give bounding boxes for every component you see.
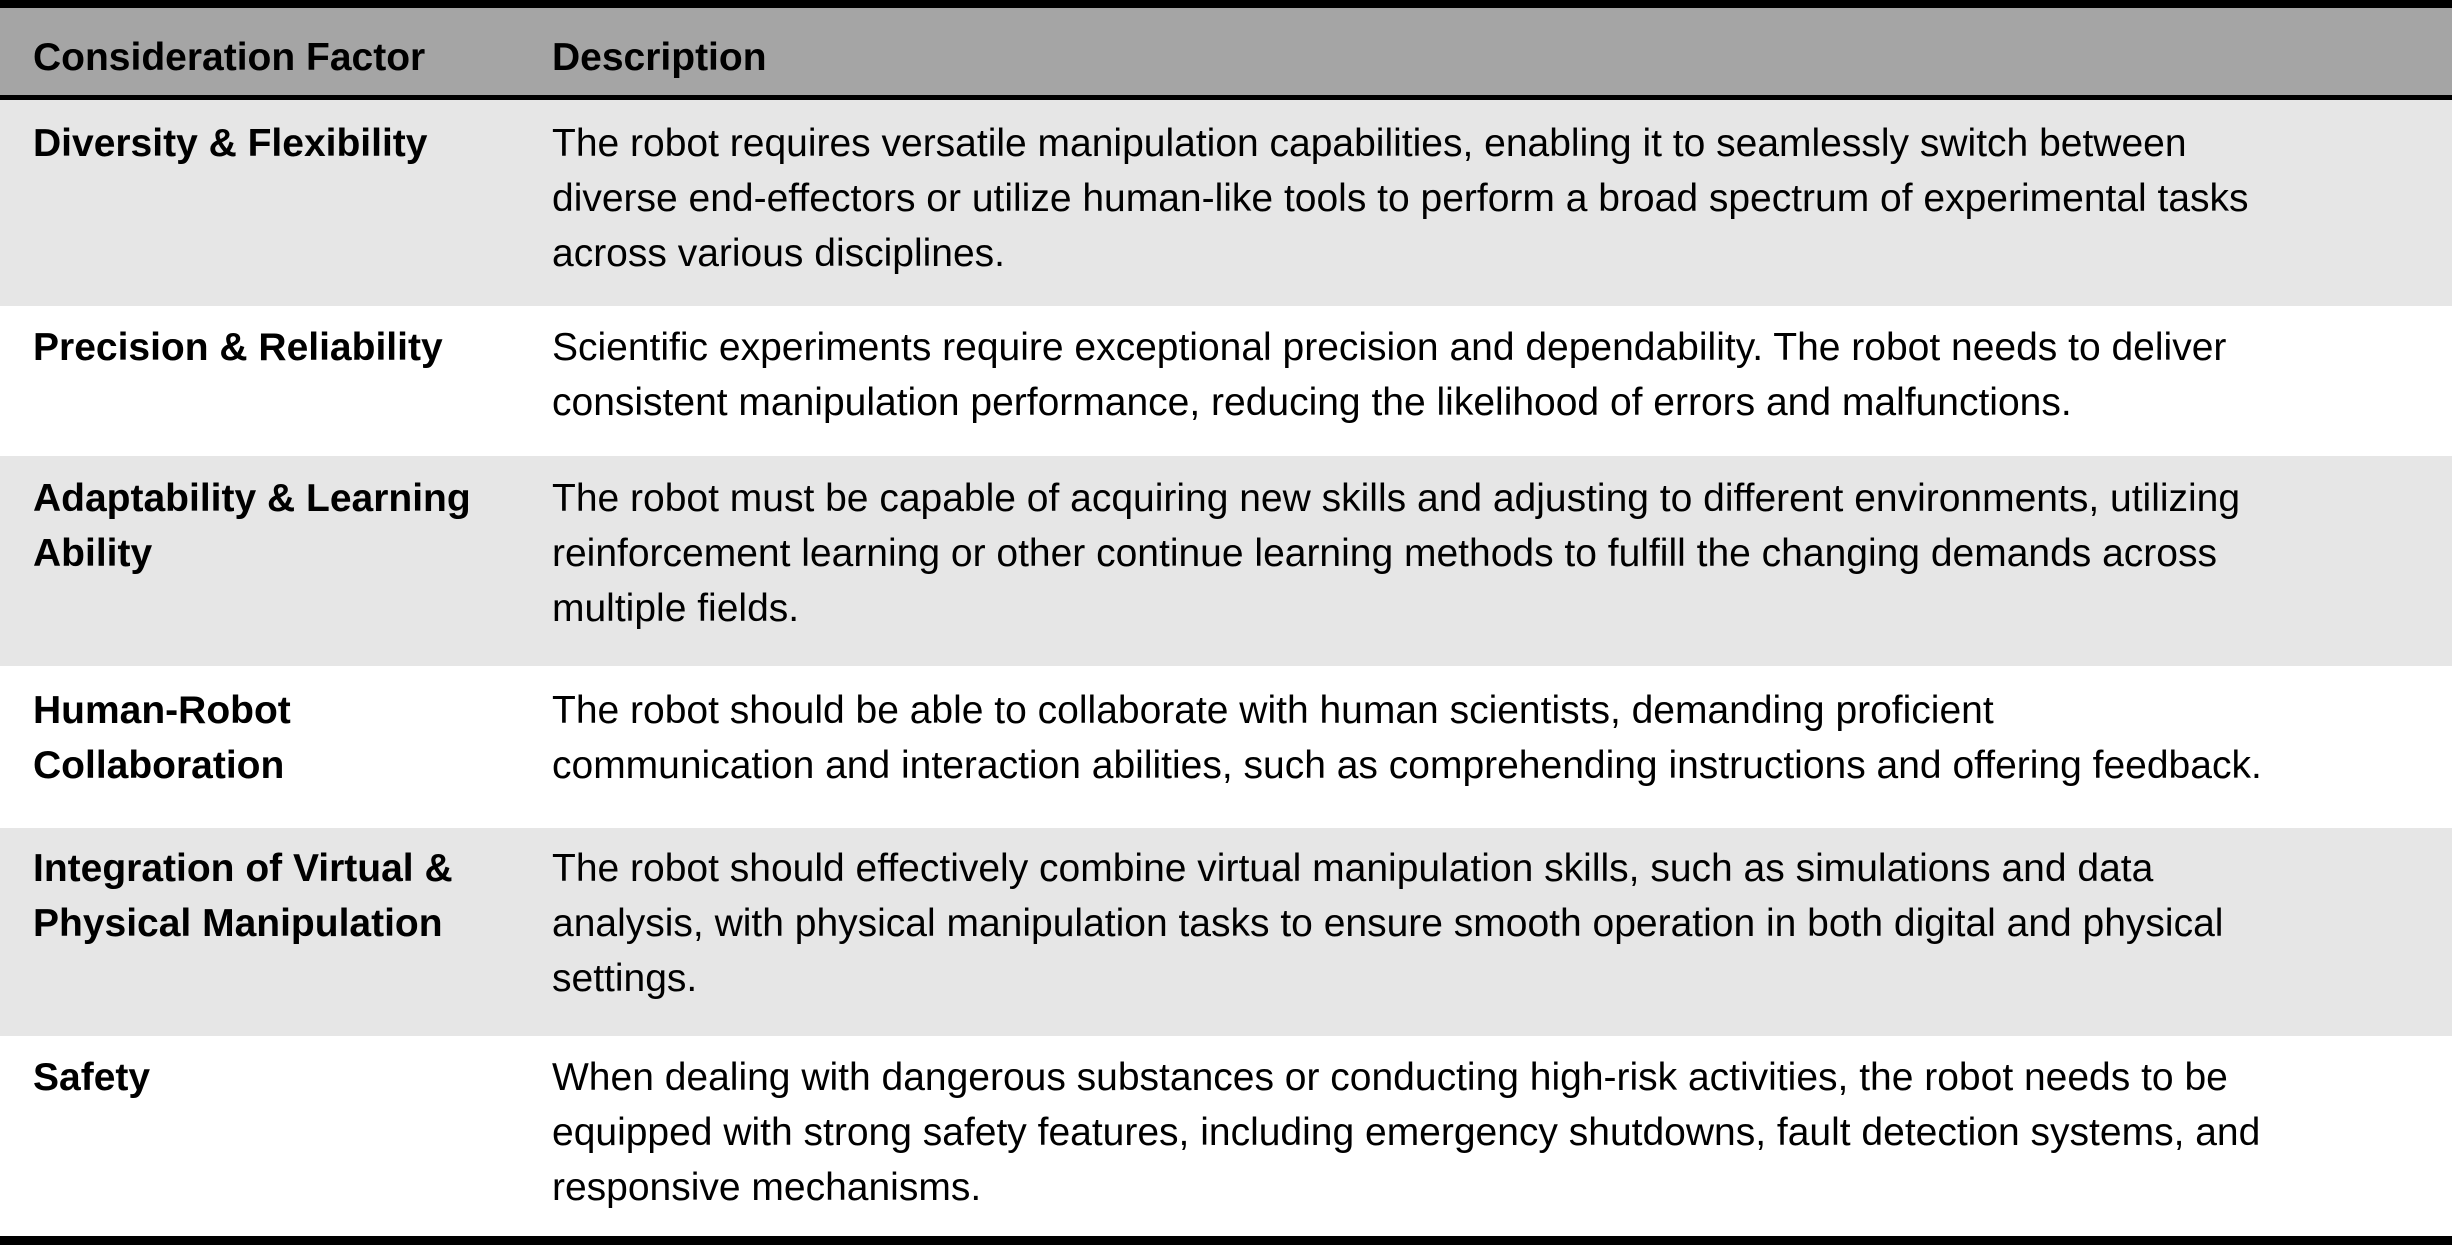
factor-cell	[33, 320, 443, 375]
description-text: settings.	[552, 957, 698, 1000]
factor-text: Integration of Virtual &	[33, 847, 453, 890]
factor-text: Collaboration	[33, 744, 285, 787]
description-text: The robot should be able to collaborate with human scientists, demanding proficient	[552, 689, 1994, 732]
description-text: across various disciplines.	[552, 232, 1006, 275]
factor-text: Precision & Reliability	[33, 326, 443, 369]
description-cell	[552, 471, 2240, 636]
factor-cell	[33, 1050, 150, 1105]
factor-cell	[33, 471, 471, 581]
description-text: responsive mechanisms.	[552, 1166, 982, 1209]
description-cell	[552, 841, 2223, 1006]
factor-text: Human-Robot	[33, 689, 291, 732]
factor-text: Diversity & Flexibility	[33, 122, 428, 165]
factor-text: Safety	[33, 1056, 151, 1099]
factor-text: Adaptability & Learning	[33, 477, 471, 520]
header-description: Description	[552, 36, 767, 79]
description-text: The robot requires versatile manipulation capabilities, enabling it to seamlessly switch between	[552, 122, 2187, 165]
description-text: reinforcement learning or other continue learning methods to fulfill the changing demands across	[552, 532, 2217, 575]
table-row	[0, 456, 2452, 666]
description-text: multiple fields.	[552, 587, 800, 630]
factor-cell	[33, 841, 453, 951]
description-cell	[552, 683, 2262, 793]
description-cell	[552, 320, 2226, 430]
table-row	[0, 666, 2452, 828]
factor-text: Physical Manipulation	[33, 902, 443, 945]
description-text: The robot must be capable of acquiring new skills and adjusting to different environments, utilizing	[552, 477, 2241, 520]
description-text: communication and interaction abilities, such as comprehending instructions and offering feedback.	[552, 744, 2262, 787]
description-cell	[552, 1050, 2260, 1215]
description-text: Scientific experiments require exceptional precision and dependability. The robot needs to deliver	[552, 326, 2227, 369]
description-cell	[552, 116, 2249, 281]
description-text: consistent manipulation performance, reducing the likelihood of errors and malfunctions.	[552, 381, 2072, 424]
description-text: diverse end-effectors or utilize human-like tools to perform a broad spectrum of experimental tasks	[552, 177, 2249, 220]
table-bottom-rule	[0, 1236, 2452, 1245]
description-text: equipped with strong safety features, including emergency shutdowns, fault detection systems, and	[552, 1111, 2261, 1154]
description-text: The robot should effectively combine virtual manipulation skills, such as simulations and data	[552, 847, 2154, 890]
table-header-row	[0, 8, 2452, 100]
description-text: analysis, with physical manipulation tasks to ensure smooth operation in both digital and physical	[552, 902, 2224, 945]
header-consideration-factor: Consideration Factor	[33, 36, 426, 79]
table-row	[0, 1036, 2452, 1236]
factor-cell	[33, 116, 427, 171]
table-row	[0, 306, 2452, 456]
description-text: When dealing with dangerous substances or conducting high-risk activities, the robot needs to be	[552, 1056, 2228, 1099]
table-top-rule	[0, 0, 2452, 8]
table-row	[0, 828, 2452, 1036]
table-row	[0, 100, 2452, 306]
factor-cell	[33, 683, 291, 793]
factor-text: Ability	[33, 532, 153, 575]
